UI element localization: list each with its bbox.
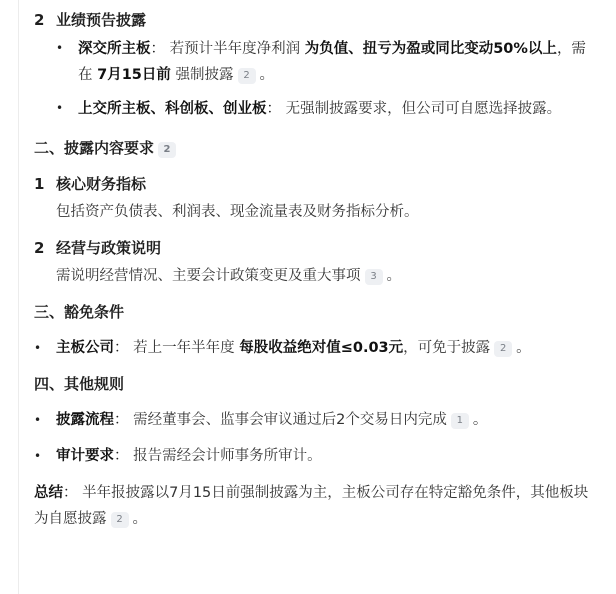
subsection-heading-forecast bbox=[34, 8, 594, 32]
list-item-mainboard: • 主板公司： 若上一年半年度 每股收益绝对值≤0.03元，可免于披露 2 。 bbox=[34, 336, 594, 360]
answer-content bbox=[34, 8, 594, 532]
bullet-icon: • bbox=[56, 41, 64, 55]
section-heading-other-rules: 四、其他规则 bbox=[34, 375, 125, 393]
list-item-szse: • 深交所主板： 若预计半年度净利润 为负值、扭亏为盈或同比变动50%以上，需在 7月15日前 强制披露 2 。 bbox=[34, 36, 594, 88]
subsection-title: 业绩预告披露 bbox=[56, 11, 147, 29]
citation-badge[interactable]: 3 bbox=[365, 269, 383, 285]
summary-paragraph: 总结： 半年报披露以7月15日前强制披露为主，主板公司存在特定豁免条件，其他板块为自愿披露 2 。 bbox=[34, 485, 589, 527]
citation-badge[interactable]: 2 bbox=[238, 68, 256, 84]
item-label: 上交所主板、科创板、创业板 bbox=[78, 101, 267, 117]
item-label: 深交所主板 bbox=[78, 41, 151, 57]
section-heading-exemption: 三、豁免条件 bbox=[34, 303, 125, 321]
citation-badge[interactable]: 2 bbox=[494, 341, 512, 357]
panel-left-border bbox=[18, 0, 19, 594]
citation-badge[interactable]: 2 bbox=[158, 142, 176, 158]
subsection-text-policy: 需说明经营情况、主要会计政策变更及重大事项 3 。 bbox=[56, 268, 401, 284]
subsection-heading-financial: 1 核心财务指标 bbox=[34, 175, 147, 193]
section-heading-content: 二、披露内容要求 2 bbox=[34, 136, 594, 160]
citation-badge[interactable]: 2 bbox=[111, 512, 129, 528]
list-item-audit: • 审计要求： 报告需经会计师事务所审计。 bbox=[34, 444, 594, 468]
subsection-number: 2 bbox=[34, 11, 45, 29]
citation-badge[interactable]: 1 bbox=[451, 413, 469, 429]
bullet-icon: • bbox=[34, 413, 42, 427]
bullet-icon: • bbox=[34, 341, 42, 355]
list-item-process: • 披露流程： 需经董事会、监事会审议通过后2个交易日内完成 1 。 bbox=[34, 408, 594, 432]
list-item-sse: • 上交所主板、科创板、创业板： 无强制披露要求，但公司可自愿选择披露。 bbox=[34, 96, 594, 122]
subsection-text-financial: 包括资产负债表、利润表、现金流量表及财务指标分析。 bbox=[56, 204, 419, 220]
bullet-icon: • bbox=[34, 449, 42, 463]
bullet-icon: • bbox=[56, 101, 64, 115]
subsection-heading-policy: 2 经营与政策说明 bbox=[34, 239, 162, 257]
